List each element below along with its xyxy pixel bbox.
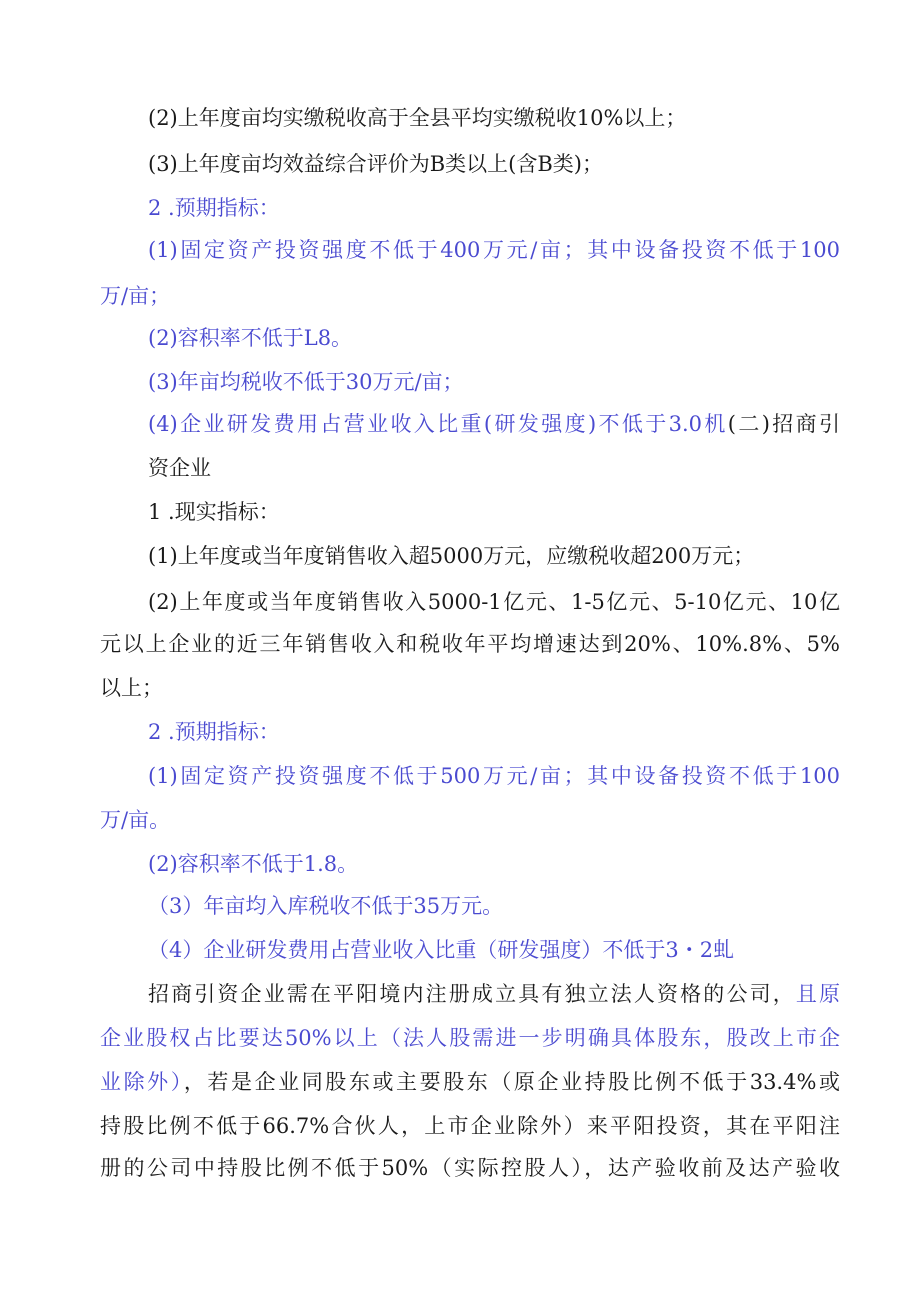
text-line xyxy=(100,1068,840,1096)
text-segment: （3）年亩均入库税收不低于35万元。 xyxy=(148,894,504,918)
text-segment: 企业股权占比要达50%以上（法人股需进一步明确具体股东，股改上市企 xyxy=(100,1026,840,1050)
text-line xyxy=(100,674,840,702)
text-segment: 以上； xyxy=(100,676,163,700)
text-segment: (2)上年度亩均实缴税收高于全县平均实缴税收10%以上； xyxy=(148,106,687,130)
text-line xyxy=(148,368,840,396)
text-line xyxy=(148,850,840,878)
text-segment: 万/亩。 xyxy=(100,808,171,832)
text-segment: 2 .预期指标： xyxy=(148,196,280,220)
text-line xyxy=(148,936,840,964)
section-heading xyxy=(148,194,840,222)
text-segment: (二)招商引 xyxy=(727,412,840,436)
text-segment: (2)上年度或当年度销售收入5000-1亿元、1-5亿元、5-10亿元、10亿 xyxy=(148,590,840,614)
text-line xyxy=(148,980,840,1008)
text-line xyxy=(100,806,840,834)
text-segment: 持股比例不低于66.7%合伙人，上市企业除外）来平阳投资，其在平阳注 xyxy=(100,1114,840,1138)
text-segment: （4）企业研发费用占营业收入比重（研发强度）不低于3・2虬 xyxy=(148,938,735,962)
text-segment: (3)年亩均税收不低于30万元/亩； xyxy=(148,370,464,394)
text-segment: (1)上年度或当年度销售收入超5000万元，应缴税收超200万元； xyxy=(148,544,755,568)
text-segment: 1 .现实指标： xyxy=(148,500,280,524)
text-segment: 2 .预期指标： xyxy=(148,720,280,744)
text-segment: 册的公司中持股比例不低于50%（实际控股人），达产验收前及达产验收 xyxy=(100,1156,840,1180)
text-segment: ，若是企业同股东或主要股东（原企业持股比例不低于33.4%或 xyxy=(183,1070,841,1094)
text-segment: 元以上企业的近三年销售收入和税收年平均增速达到20%、10%.8%、5% xyxy=(100,632,840,656)
text-line xyxy=(148,410,840,438)
text-line xyxy=(148,588,840,616)
text-line xyxy=(148,150,840,178)
text-segment: (3)上年度亩均效益综合评价为B类以上(含B类)； xyxy=(148,152,603,176)
text-segment: (1)固定资产投资强度不低于400万元/亩；其中设备投资不低于100 xyxy=(148,238,840,262)
text-segment: 资企业 xyxy=(148,456,211,480)
text-segment: 业除外） xyxy=(100,1070,184,1094)
text-segment: (4)企业研发费用占营业收入比重(研发强度)不低于3.0机 xyxy=(148,412,728,436)
text-line xyxy=(100,282,840,310)
text-line xyxy=(100,1154,840,1182)
text-line xyxy=(100,630,840,658)
text-line xyxy=(148,542,840,570)
text-segment: 招商引资企业需在平阳境内注册成立具有独立法人资格的公司， xyxy=(148,982,796,1006)
text-line xyxy=(148,892,840,920)
section-heading xyxy=(148,718,840,746)
text-line xyxy=(148,236,840,264)
section-heading xyxy=(148,498,840,526)
text-segment: (1)固定资产投资强度不低于500万元/亩；其中设备投资不低于100 xyxy=(148,764,840,788)
text-line xyxy=(148,104,840,132)
text-line xyxy=(100,1112,840,1140)
text-segment: 万/亩； xyxy=(100,284,171,308)
text-segment: (2)容积率不低于L8。 xyxy=(148,326,353,350)
text-line xyxy=(148,324,840,352)
text-segment: 且原 xyxy=(795,982,840,1006)
text-segment: (2)容积率不低于1.8。 xyxy=(148,852,359,876)
text-line xyxy=(148,454,840,482)
text-line xyxy=(100,1024,840,1052)
text-line xyxy=(148,762,840,790)
